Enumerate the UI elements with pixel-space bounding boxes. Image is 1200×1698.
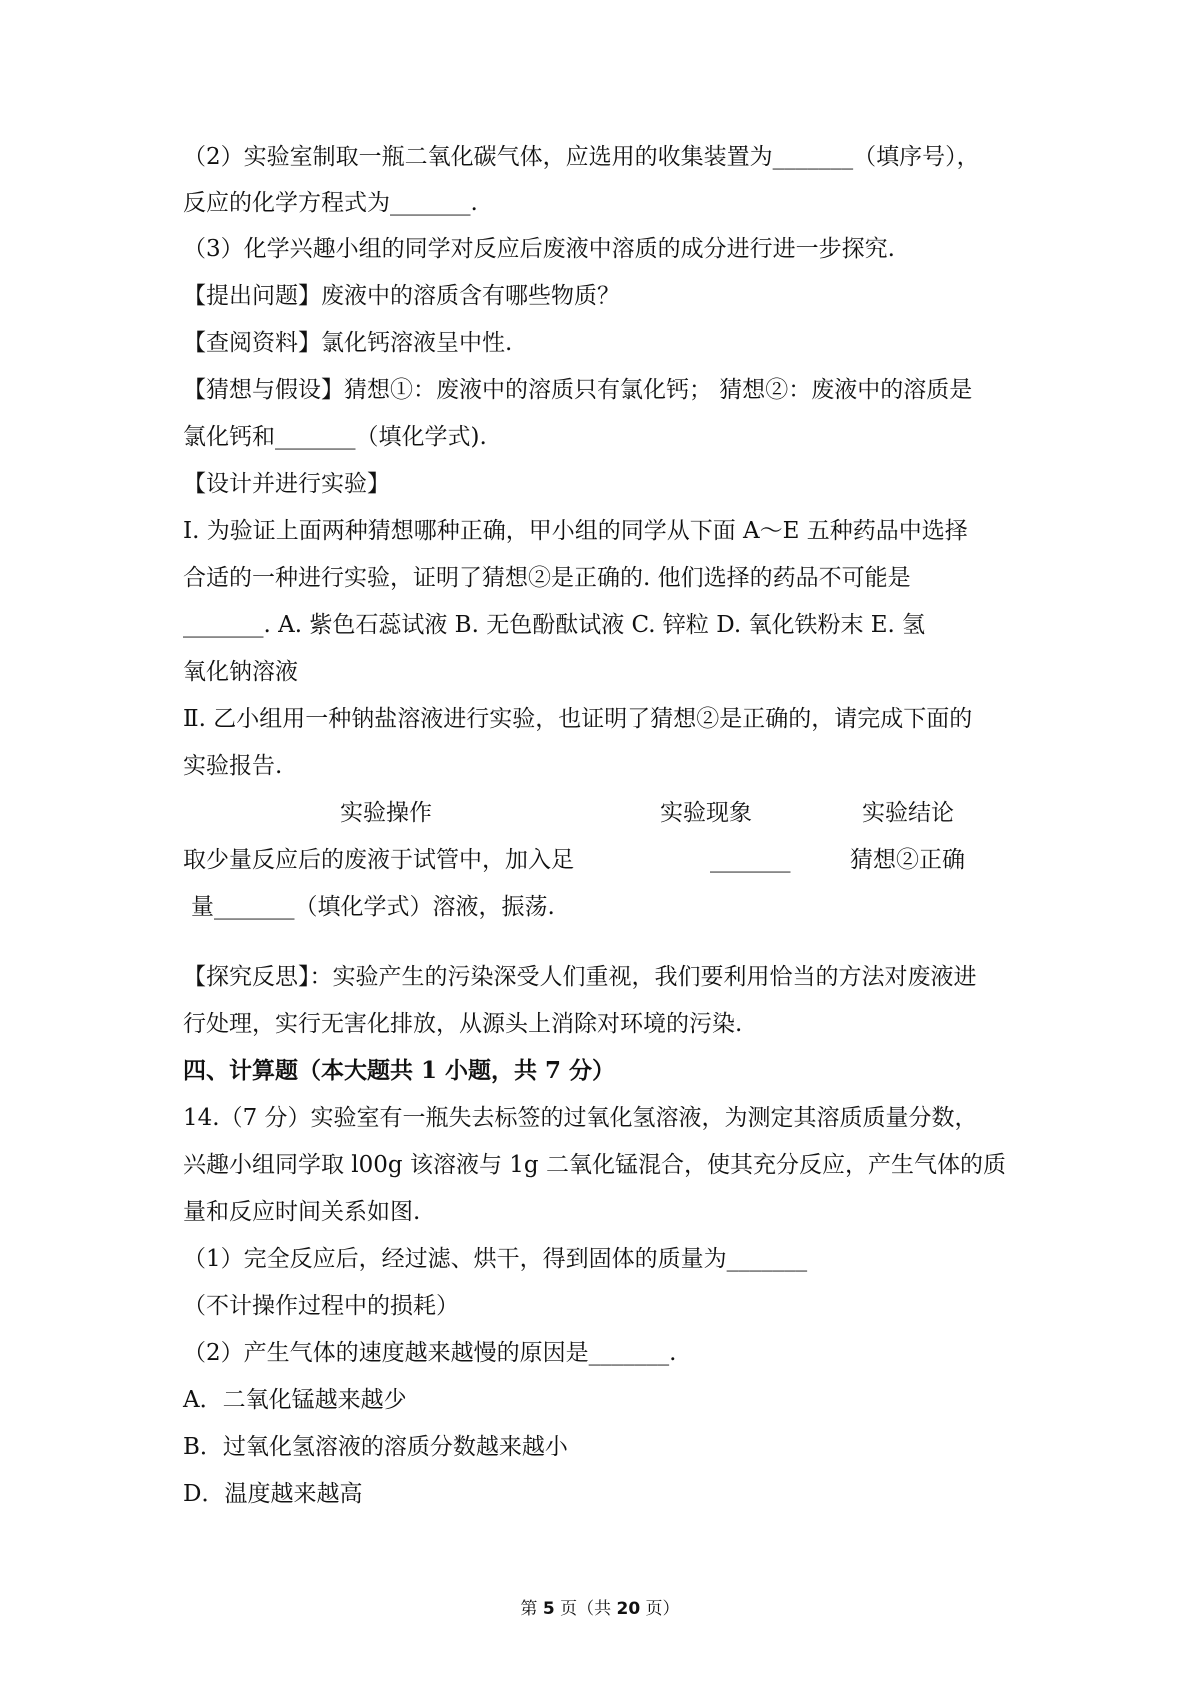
design-experiment-heading: 【设计并进行实验】 xyxy=(183,471,390,497)
question-3-intro: （3）化学兴趣小组的同学对反应后废液中溶质的成分进行进一步探究. xyxy=(183,236,895,262)
option-b: B．过氧化氢溶液的溶质分数越来越小 xyxy=(183,1434,568,1460)
table-operation-line-2: 量_______（填化学式）溶液，振荡. xyxy=(191,894,555,920)
question-14-part-2: （2）产生气体的速度越来越慢的原因是_______. xyxy=(183,1340,677,1366)
part-1-line-2: 合适的一种进行实验，证明了猜想②是正确的. 他们选择的药品不可能是 xyxy=(183,565,911,591)
table-header-conclusion: 实验结论 xyxy=(862,800,954,826)
part-2-line-1: Ⅱ. 乙小组用一种钠盐溶液进行实验，也证明了猜想②是正确的，请完成下面的 xyxy=(183,706,973,732)
part-1-options-cont: 氧化钠溶液 xyxy=(183,659,298,685)
page-footer xyxy=(0,1598,1200,1620)
question-14-line-2: 兴趣小组同学取 l00g 该溶液与 1g 二氧化锰混合，使其充分反应，产生气体的质 xyxy=(183,1152,1006,1178)
part-2-line-2: 实验报告. xyxy=(183,753,283,779)
table-header-operation: 实验操作 xyxy=(340,800,432,826)
question-2-line-1: （2）实验室制取一瓶二氧化碳气体，应选用的收集装置为_______（填序号）， xyxy=(183,144,980,170)
reflection-line-2: 行处理，实行无害化排放，从源头上消除对环境的污染. xyxy=(183,1011,743,1037)
footer-page-number: 5 xyxy=(542,1599,555,1619)
section-4-heading: 四、计算题（本大题共 1 小题，共 7 分） xyxy=(183,1057,616,1084)
consult-materials: 【查阅资料】氯化钙溶液呈中性. xyxy=(183,330,513,356)
footer-suffix: 页） xyxy=(640,1599,680,1619)
footer-prefix: 第 xyxy=(520,1599,543,1619)
question-14-part-1-note: （不计操作过程中的损耗） xyxy=(183,1293,459,1319)
table-phenomenon-blank: _______ xyxy=(710,847,791,873)
reflection-line-1: 【探究反思】：实验产生的污染深受人们重视，我们要利用恰当的方法对废液进 xyxy=(183,964,977,990)
footer-middle: 页（共 xyxy=(554,1599,617,1619)
table-conclusion: 猜想②正确 xyxy=(850,847,965,873)
table-header-phenomenon: 实验现象 xyxy=(660,800,752,826)
part-1-options: _______. A. 紫色石蕊试液 B. 无色酚酞试液 C. 锌粒 D. 氧化铁粉末 E. 氢 xyxy=(183,612,926,638)
question-14-line-1: 14.（7 分）实验室有一瓶失去标签的过氧化氢溶液，为测定其溶质质量分数， xyxy=(183,1105,978,1131)
question-14-line-3: 量和反应时间关系如图. xyxy=(183,1199,421,1225)
part-1-line-1: I. 为验证上面两种猜想哪种正确，甲小组的同学从下面 A～E 五种药品中选择 xyxy=(183,518,968,544)
question-2-line-2: 反应的化学方程式为_______. xyxy=(183,190,478,216)
hypothesis-line-2: 氯化钙和_______（填化学式). xyxy=(183,424,487,450)
footer-total-pages: 20 xyxy=(616,1599,641,1619)
question-14-part-1: （1）完全反应后，经过滤、烘干，得到固体的质量为_______ xyxy=(183,1246,808,1272)
option-d: D．温度越来越高 xyxy=(183,1481,363,1507)
table-operation-line-1: 取少量反应后的废液于试管中，加入足 xyxy=(183,847,574,873)
raise-question: 【提出问题】废液中的溶质含有哪些物质？ xyxy=(183,283,620,309)
hypothesis-line-1: 【猜想与假设】猜想①：废液中的溶质只有氯化钙； 猜想②：废液中的溶质是 xyxy=(183,377,973,403)
option-a: A．二氧化锰越来越少 xyxy=(183,1387,407,1413)
